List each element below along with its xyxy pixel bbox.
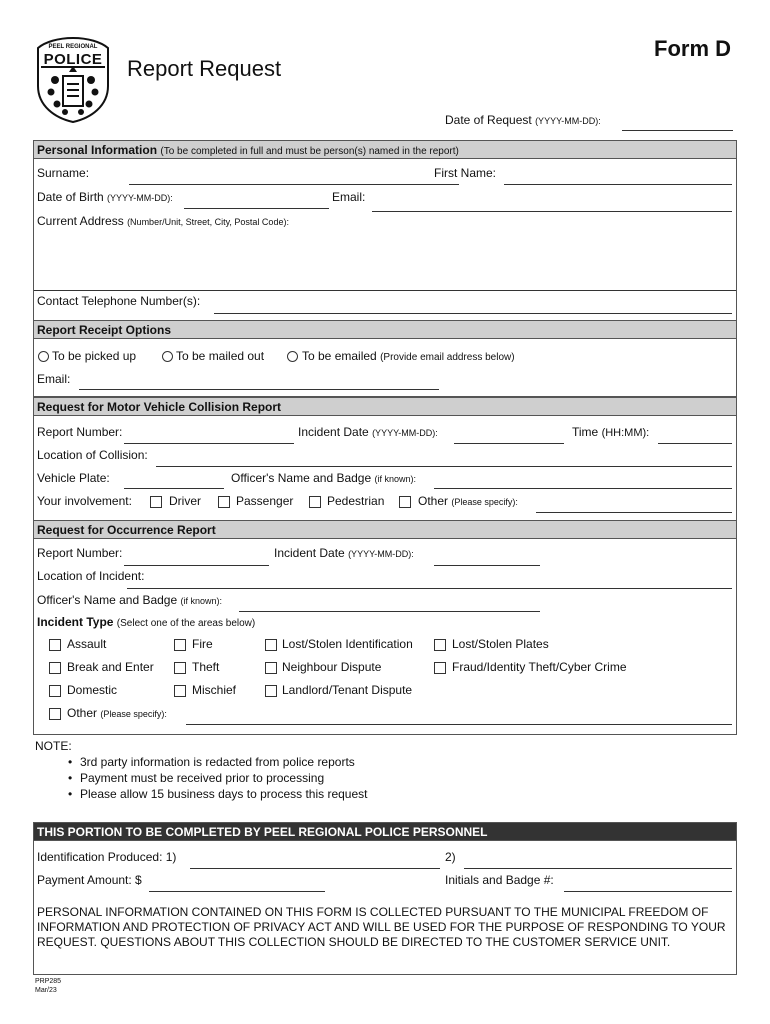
- address-label: Current Address (Number/Unit, Street, City, Postal Code):: [37, 214, 289, 228]
- receipt-email-field[interactable]: [79, 389, 439, 390]
- mvc-other-field[interactable]: [536, 512, 732, 513]
- mvc-time-field[interactable]: [658, 443, 732, 444]
- note-item: • Please allow 15 business days to process this request: [66, 786, 368, 802]
- fire-checkbox[interactable]: [174, 639, 186, 651]
- email-label: Email:: [332, 190, 366, 204]
- page-title: Report Request: [127, 56, 282, 81]
- occ-other-label: Other (Please specify):: [67, 706, 167, 720]
- form-code: PRP285: [35, 978, 62, 985]
- date-of-request-field[interactable]: [622, 130, 733, 131]
- collision-location-field[interactable]: [156, 466, 732, 467]
- mail-radio[interactable]: [162, 351, 173, 362]
- receipt-options-heading: Report Receipt Options: [34, 321, 736, 339]
- mail-label: To be mailed out: [176, 349, 265, 363]
- mischief-label: Mischief: [192, 683, 237, 697]
- fraud-checkbox[interactable]: [434, 662, 446, 674]
- landlord-tenant-checkbox[interactable]: [265, 685, 277, 697]
- occurrence-section: [33, 520, 737, 735]
- phone-field[interactable]: [214, 313, 732, 314]
- note-list: [66, 754, 368, 802]
- incident-location-label: Location of Incident:: [37, 569, 145, 583]
- form-id: Form D: [654, 36, 731, 61]
- mvc-officer-field[interactable]: [434, 488, 732, 489]
- logo-main-text: POLICE: [43, 51, 103, 68]
- incident-location-field[interactable]: [127, 588, 732, 589]
- mvc-report-number-label: Report Number:: [37, 425, 123, 439]
- personal-info-heading: Personal Information (To be completed in full and must be person(s) named in the report): [34, 141, 736, 159]
- date-of-request-label: Date of Request (YYYY-MM-DD):: [445, 113, 601, 127]
- incident-type-label: Incident Type (Select one of the areas below): [37, 615, 256, 629]
- surname-label: Surname:: [37, 166, 90, 180]
- occ-other-checkbox[interactable]: [49, 708, 61, 720]
- mvc-report-number-field[interactable]: [124, 443, 294, 444]
- occ-incident-date-field[interactable]: [434, 565, 540, 566]
- domestic-label: Domestic: [67, 683, 118, 697]
- note-item: • 3rd party information is redacted from police reports: [66, 754, 368, 770]
- mvc-heading: Request for Motor Vehicle Collision Report: [34, 398, 736, 416]
- assault-label: Assault: [67, 637, 107, 651]
- privacy-disclaimer: PERSONAL INFORMATION CONTAINED ON THIS FORM IS COLLECTED PURSUANT TO THE MUNICIPAL FREEDOM OF INFORMATION AND PROTECTION OF PRIVACY ACT AND WILL BE USED FOR THE PURPOSE OF RESPONDING TO YOUR REQUEST. QUESTIONS ABOUT THIS COLLECTION SHOULD BE DIRECTED TO THE CUSTOMER SERVICE UNIT.: [37, 905, 726, 949]
- mvc-other-checkbox[interactable]: [399, 496, 411, 508]
- initials-field[interactable]: [564, 891, 732, 892]
- theft-checkbox[interactable]: [174, 662, 186, 674]
- assault-checkbox[interactable]: [49, 639, 61, 651]
- occ-report-number-label: Report Number:: [37, 546, 123, 560]
- surname-field[interactable]: [129, 184, 459, 185]
- pedestrian-label: Pedestrian: [327, 494, 385, 508]
- personal-info-section: [33, 140, 737, 321]
- break-enter-label: Break and Enter: [67, 660, 154, 674]
- domestic-checkbox[interactable]: [49, 685, 61, 697]
- mischief-checkbox[interactable]: [174, 685, 186, 697]
- staff-heading: THIS PORTION TO BE COMPLETED BY PEEL REGIONAL POLICE PERSONNEL: [34, 823, 736, 841]
- mvc-section: [33, 397, 737, 521]
- occ-officer-field[interactable]: [239, 611, 540, 612]
- id-produced-label: Identification Produced: 1): [37, 850, 177, 864]
- note-item: • Payment must be received prior to processing: [66, 770, 368, 786]
- receipt-email-label: Email:: [37, 372, 71, 386]
- note-label: NOTE:: [35, 739, 72, 753]
- landlord-tenant-label: Landlord/Tenant Dispute: [282, 683, 413, 697]
- passenger-checkbox[interactable]: [218, 496, 230, 508]
- mvc-officer-label: Officer's Name and Badge (if known):: [231, 471, 417, 485]
- police-logo: [33, 36, 113, 124]
- occ-officer-label: Officer's Name and Badge (if known):: [37, 593, 223, 607]
- email-radio[interactable]: [287, 351, 298, 362]
- collision-location-label: Location of Collision:: [37, 448, 148, 462]
- staff-section: [33, 822, 737, 975]
- mvc-incident-date-label: Incident Date (YYYY-MM-DD):: [298, 425, 438, 439]
- mvc-incident-date-field[interactable]: [454, 443, 564, 444]
- vehicle-plate-field[interactable]: [124, 488, 224, 489]
- fraud-label: Fraud/Identity Theft/Cyber Crime: [452, 660, 627, 674]
- lost-plates-checkbox[interactable]: [434, 639, 446, 651]
- receipt-options-section: [33, 320, 737, 397]
- driver-label: Driver: [169, 494, 201, 508]
- occurrence-heading: Request for Occurrence Report: [34, 521, 736, 539]
- payment-field[interactable]: [149, 891, 325, 892]
- involvement-label: Your involvement:: [37, 494, 132, 508]
- occ-incident-date-label: Incident Date (YYYY-MM-DD):: [274, 546, 414, 560]
- first-name-field[interactable]: [504, 184, 732, 185]
- phone-label: Contact Telephone Number(s):: [37, 294, 201, 308]
- neighbour-dispute-checkbox[interactable]: [265, 662, 277, 674]
- lost-id-label: Lost/Stolen Identification: [282, 637, 413, 651]
- passenger-label: Passenger: [236, 494, 294, 508]
- lost-plates-label: Lost/Stolen Plates: [452, 637, 549, 651]
- logo-top-text: PEEL REGIONAL: [48, 44, 98, 50]
- emailed-label: To be emailed (Provide email address below): [302, 349, 515, 363]
- form-revision-date: Mar/23: [35, 987, 57, 994]
- vehicle-plate-label: Vehicle Plate:: [37, 471, 110, 485]
- driver-checkbox[interactable]: [150, 496, 162, 508]
- pickup-radio[interactable]: [38, 351, 49, 362]
- dob-field[interactable]: [184, 208, 329, 209]
- email-field[interactable]: [372, 211, 732, 212]
- address-field[interactable]: [34, 290, 736, 291]
- occ-other-field[interactable]: [186, 724, 732, 725]
- initials-label: Initials and Badge #:: [445, 873, 554, 887]
- neighbour-dispute-label: Neighbour Dispute: [282, 660, 382, 674]
- pedestrian-checkbox[interactable]: [309, 496, 321, 508]
- id-produced-field-1[interactable]: [190, 868, 440, 869]
- lost-id-checkbox[interactable]: [265, 639, 277, 651]
- mvc-other-label: Other (Please specify):: [418, 494, 518, 508]
- dob-label: Date of Birth (YYYY-MM-DD):: [37, 190, 173, 204]
- occ-report-number-field[interactable]: [124, 565, 269, 566]
- break-enter-checkbox[interactable]: [49, 662, 61, 674]
- id-2-label: 2): [445, 850, 456, 864]
- pickup-label: To be picked up: [52, 349, 137, 363]
- id-produced-field-2[interactable]: [464, 868, 732, 869]
- first-name-label: First Name:: [434, 166, 497, 180]
- payment-label: Payment Amount: $: [37, 873, 142, 887]
- theft-label: Theft: [192, 660, 220, 674]
- mvc-time-label: Time (HH:MM):: [572, 425, 650, 439]
- fire-label: Fire: [192, 637, 213, 651]
